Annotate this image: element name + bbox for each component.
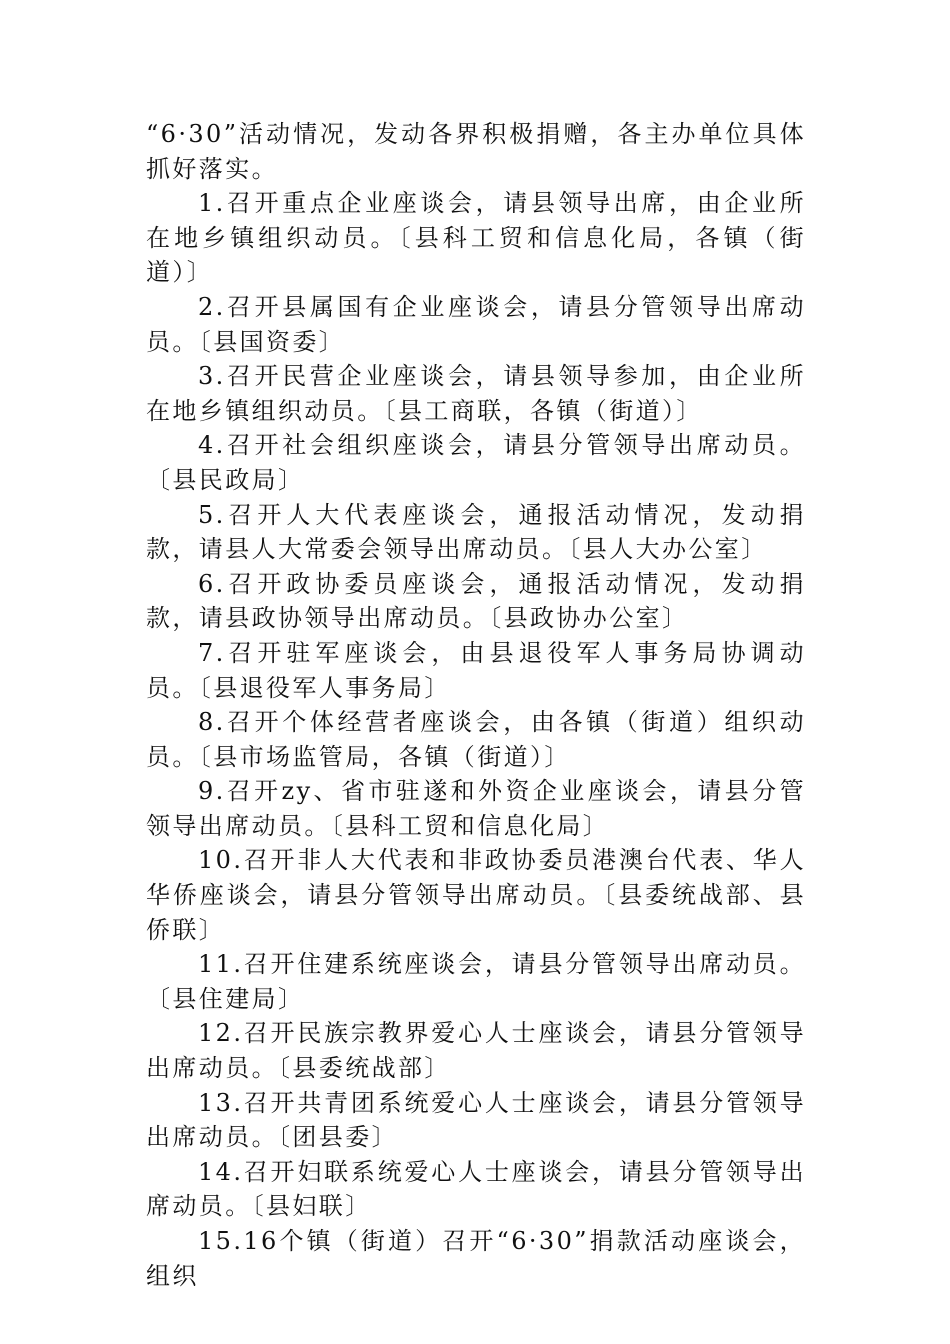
list-item-11: 11.召开住建系统座谈会，请县分管领导出席动员。〔县住建局〕 (146, 950, 806, 1013)
list-item-6: 6.召开政协委员座谈会，通报活动情况，发动捐款，请县政协领导出席动员。〔县政协办公室〕 (146, 569, 806, 633)
list-item-9: 9.召开zy、省市驻遂和外资企业座谈会，请县分管领导出席动员。〔县科工贸和信息化局〕 (146, 777, 806, 840)
list-item-2: 2.召开县属国有企业座谈会，请县分管领导出席动员。〔县国资委〕 (146, 292, 806, 356)
list-item-1: 1.召开重点企业座谈会，请县领导出席，由企业所在地乡镇组织动员。〔县科工贸和信息化局，各镇（街道）〕 (146, 189, 806, 287)
list-item-8: 8.召开个体经营者座谈会，由各镇（街道）组织动员。〔县市场监管局，各镇（街道）〕 (146, 708, 806, 771)
list-item-13: 13.召开共青团系统爱心人士座谈会，请县分管领导出席动员。〔团县委〕 (146, 1088, 806, 1152)
list-item-3: 3.召开民营企业座谈会，请县领导参加，由企业所在地乡镇组织动员。〔县工商联，各镇（街道）〕 (146, 362, 806, 425)
list-item-12: 12.召开民族宗教界爱心人士座谈会，请县分管领导出席动员。〔县委统战部〕 (146, 1019, 806, 1083)
list-item-10: 10.召开非人大代表和非政协委员港澳台代表、华人华侨座谈会，请县分管领导出席动员。〔县委统战部、县侨联〕 (146, 846, 806, 944)
list-item-4: 4.召开社会组织座谈会，请县分管领导出席动员。〔县民政局〕 (146, 431, 806, 494)
paragraph-intro: “6·30”活动情况，发动各界积极捐赠，各主办单位具体抓好落实。 (146, 120, 806, 183)
list-item-15: 15.16个镇（街道）召开“6·30”捐款活动座谈会，组织 (146, 1227, 806, 1290)
document-body (146, 117, 806, 1293)
list-item-5: 5.召开人大代表座谈会，通报活动情况，发动捐款，请县人大常委会领导出席动员。〔县人大办公室〕 (146, 500, 806, 564)
list-item-7: 7.召开驻军座谈会，由县退役军人事务局协调动员。〔县退役军人事务局〕 (146, 638, 806, 702)
list-item-14: 14.召开妇联系统爱心人士座谈会，请县分管领导出席动员。〔县妇联〕 (146, 1157, 806, 1221)
